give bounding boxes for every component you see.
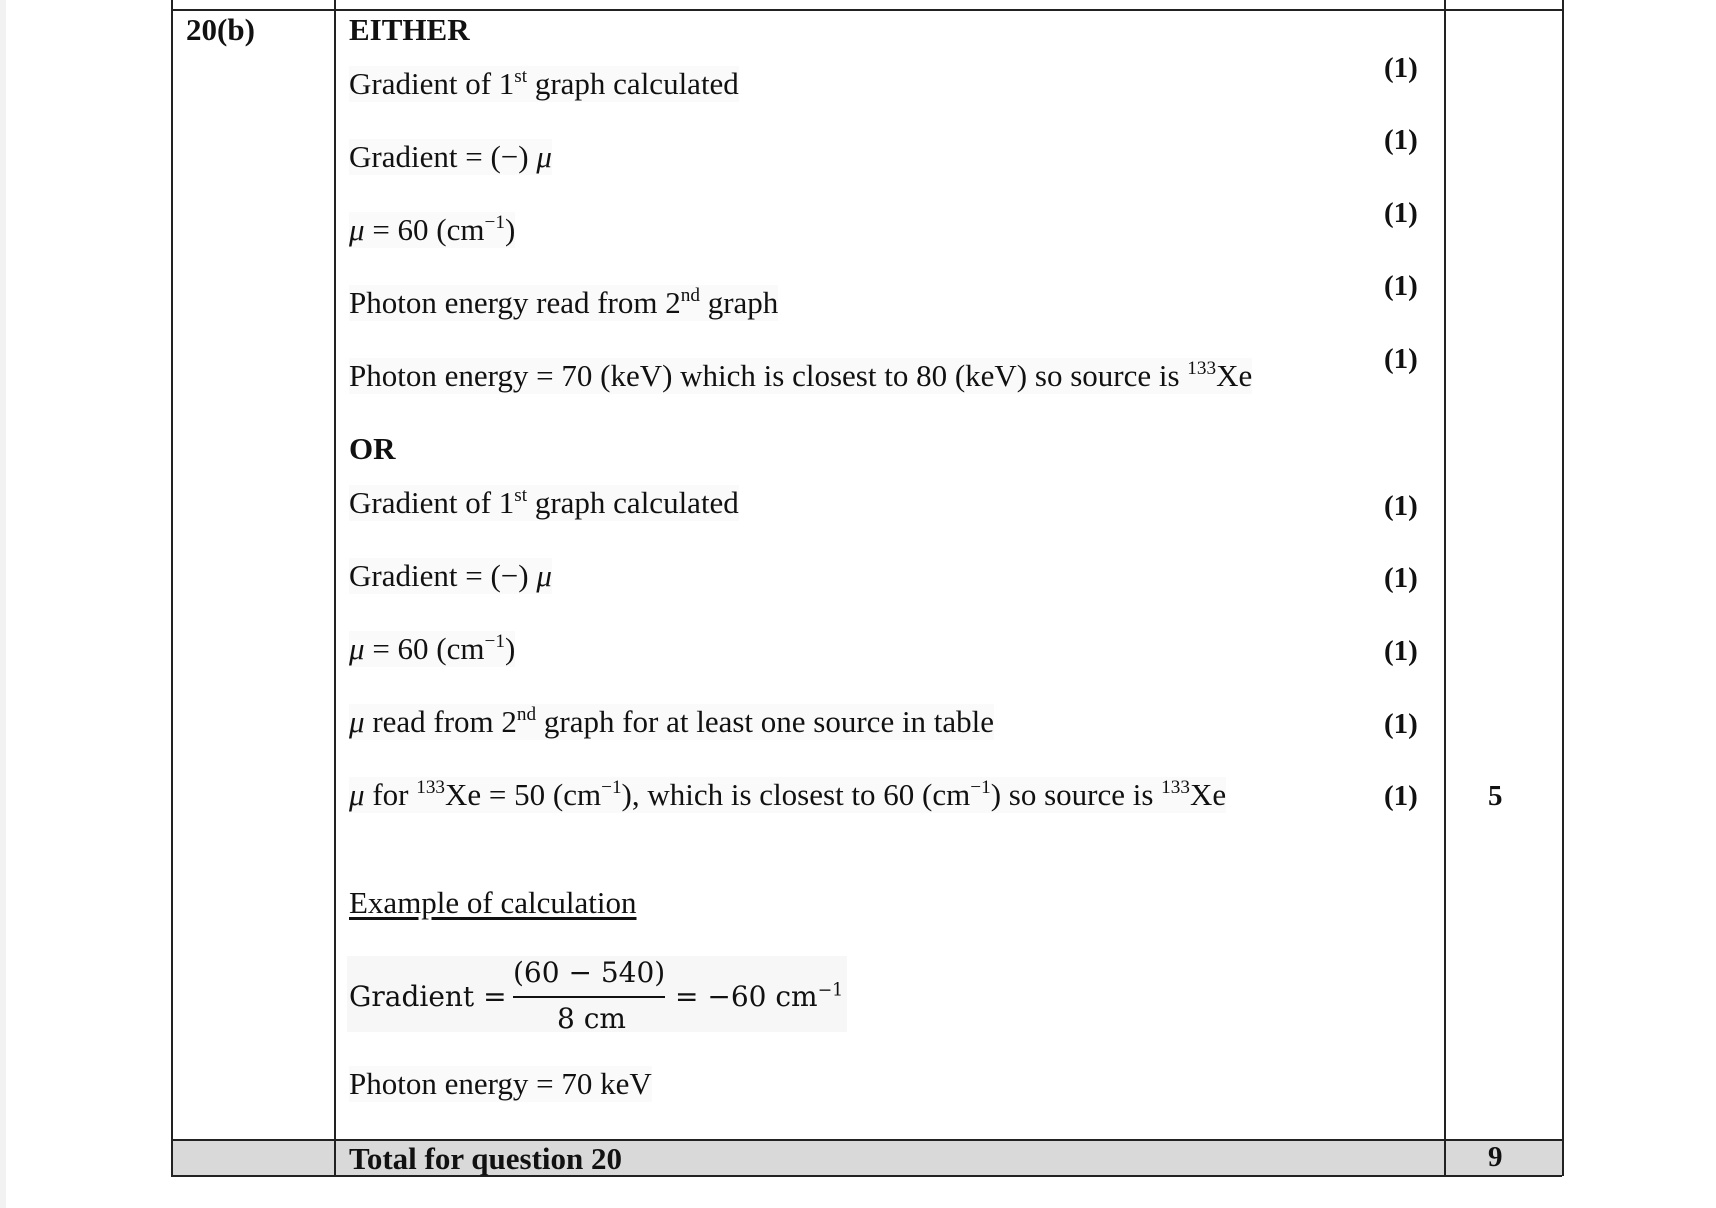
column-divider-1 (334, 0, 336, 1176)
calc-denominator: 8 cm (557, 1002, 626, 1035)
table-top-border (171, 9, 1562, 11)
calc-label: Gradient = (349, 980, 507, 1013)
or-mark-3: (1) (1384, 635, 1418, 667)
calc-result: = −60 $cm^{-1}$ (675, 980, 844, 1013)
either-mark-3: (1) (1384, 197, 1418, 229)
table-left-border (171, 0, 173, 1176)
or-mark-4: (1) (1384, 708, 1418, 740)
gradient-calculation (347, 956, 847, 1035)
calc-numerator: (60 − 540) (513, 956, 666, 989)
either-heading: EITHER (349, 12, 470, 47)
column-divider-2 (1444, 0, 1446, 1176)
either-line-2: Gradient = (−) μ (349, 139, 552, 174)
total-marks: 9 (1488, 1141, 1503, 1173)
question-number: 20(b) (186, 12, 255, 47)
either-line-4: Photon energy read from 2nd graph (349, 285, 779, 320)
page-left-edge (0, 0, 6, 1208)
either-line-1: Gradient of 1st graph calculated (349, 66, 739, 101)
or-heading: OR (349, 431, 396, 466)
table-right-border (1562, 0, 1564, 1176)
part-total-marks: 5 (1488, 780, 1503, 812)
or-line-1: Gradient of 1st graph calculated (349, 485, 739, 520)
or-line-2: Gradient = (−) μ (349, 558, 552, 593)
or-mark-5: (1) (1384, 780, 1418, 812)
photon-energy-line: Photon energy = 70 keV (349, 1066, 652, 1101)
or-line-3: μ = 60 $(cm^{-1})$ (349, 631, 516, 666)
either-line-5: Photon energy = 70 (keV) which is closest to 80 (keV) so source is $^{133}$Xe (349, 358, 1253, 393)
either-mark-1: (1) (1384, 52, 1418, 84)
or-line-4: μ read from 2nd graph for at least one source in table (349, 704, 995, 739)
fraction-bar (513, 996, 665, 998)
either-line-3: μ = 60 $(cm^{-1})$ (349, 212, 516, 247)
or-mark-2: (1) (1384, 562, 1418, 594)
example-heading: Example of calculation (349, 885, 637, 920)
either-mark-5: (1) (1384, 343, 1418, 375)
either-mark-2: (1) (1384, 124, 1418, 156)
or-mark-1: (1) (1384, 490, 1418, 522)
either-mark-4: (1) (1384, 270, 1418, 302)
or-line-5: μ for $^{133}$Xe = 50 $(cm^{-1})$, which is closest to 60 $(cm^{-1})$ so source is $^{133}$Xe (349, 777, 1227, 812)
total-label: Total for question 20 (349, 1141, 623, 1176)
